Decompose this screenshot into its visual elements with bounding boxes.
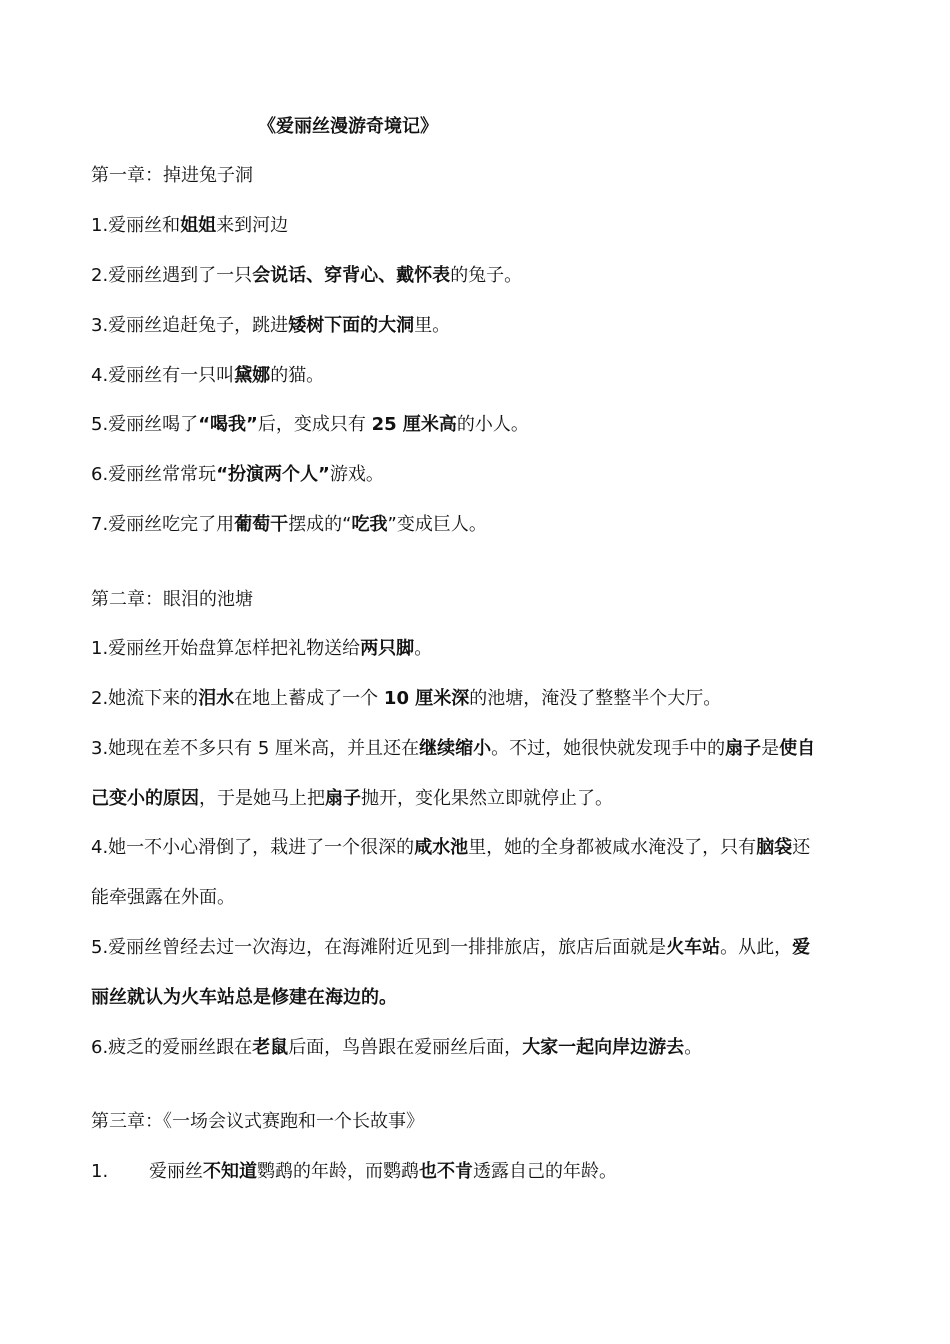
text: 爱丽丝	[149, 1161, 203, 1182]
text: 的池塘，淹没了整整半个大厅。	[469, 688, 722, 709]
bold-text: 不知道	[203, 1161, 257, 1182]
text: 6.疲乏的爱丽丝跟在	[91, 1037, 253, 1058]
bold-text: 也不肯	[419, 1161, 473, 1182]
text: 是	[761, 738, 780, 759]
bold-text: 爱	[792, 937, 811, 958]
text: ”变成巨人。	[387, 514, 487, 535]
chapter-1-heading: 第一章：掉进兔子洞	[91, 165, 253, 186]
text: 抛开，变化果然立即就停止了。	[361, 788, 613, 809]
bold-text: 咸水池	[414, 837, 469, 858]
list-text	[149, 1158, 617, 1186]
ch2-item-6	[91, 1034, 702, 1062]
text: 的小人。	[456, 414, 529, 435]
text: 。从此，	[720, 937, 793, 958]
bold-text: 老鼠	[252, 1037, 289, 1058]
text: 后面，鸟兽跟在爱丽丝后面，	[288, 1037, 523, 1058]
chapter-3-heading: 第三章：《一场会议式赛跑和一个长故事》	[91, 1111, 424, 1132]
text: 1.爱丽丝和	[91, 215, 181, 236]
ch2-item-4-line-2: 能牵强露在外面。	[91, 887, 235, 908]
ch1-item-3	[91, 312, 450, 340]
bold-text: 吃我	[351, 514, 388, 535]
text: 还	[792, 837, 811, 858]
bold-text: 25 厘米高	[371, 414, 457, 435]
bold-text: 继续缩小	[419, 738, 492, 759]
bold-text: 使自	[779, 738, 816, 759]
bold-text: 两只脚	[360, 638, 415, 659]
text: 2.爱丽丝遇到了一只	[91, 265, 253, 286]
bold-text: 大家一起向岸边游去	[522, 1037, 685, 1058]
ch2-item-5-line-1	[91, 934, 810, 962]
bold-text: 扇子	[325, 788, 361, 809]
ch1-item-5	[91, 411, 529, 439]
bold-text: 脑袋	[756, 837, 793, 858]
bold-text: “喝我”	[198, 414, 258, 435]
bold-text: “扮演两个人”	[216, 464, 330, 485]
ch1-item-2	[91, 262, 522, 290]
ch1-item-6	[91, 461, 384, 489]
text: 。	[684, 1037, 703, 1058]
text: 透露自己的年龄。	[473, 1161, 617, 1182]
bold-text: 火车站	[666, 937, 721, 958]
text: 6.爱丽丝常常玩	[91, 464, 217, 485]
bold-text: 葡萄干	[234, 514, 289, 535]
text: 1.爱丽丝开始盘算怎样把礼物送给	[91, 638, 361, 659]
bold-text: 10 厘米深	[383, 688, 470, 709]
text: 4.爱丽丝有一只叫	[91, 365, 235, 386]
text: 摆成的“	[288, 514, 352, 535]
list-number: 1.	[91, 1161, 109, 1182]
bold-text: 会说话、穿背心、戴怀表	[252, 265, 451, 286]
text: 3.爱丽丝追赶兔子，跳进	[91, 315, 289, 336]
text: 游戏。	[329, 464, 384, 485]
text: 7.爱丽丝吃完了用	[91, 514, 235, 535]
ch2-item-3-line-2	[91, 785, 613, 813]
text: 5.爱丽丝曾经去过一次海边，在海滩附近见到一排排旅店，旅店后面就是	[91, 937, 667, 958]
text: 后，变成只有	[257, 414, 372, 435]
text: 4.她一不小心滑倒了，栽进了一个很深的	[91, 837, 415, 858]
text: 。不过，她很快就发现手中的	[491, 738, 726, 759]
bold-text: 姐姐	[180, 215, 217, 236]
text: 的兔子。	[450, 265, 523, 286]
bold-text: 黛娜	[234, 365, 271, 386]
bold-text: 泪水	[198, 688, 235, 709]
text: 5.爱丽丝喝了	[91, 414, 199, 435]
text: 在地上蓄成了一个	[234, 688, 384, 709]
chapter-2-heading: 第二章：眼泪的池塘	[91, 589, 253, 610]
text: 的猫。	[270, 365, 325, 386]
bold-text: 矮树下面的大洞	[288, 315, 415, 336]
text: 里，她的全身都被咸水淹没了，只有	[468, 837, 757, 858]
ch2-item-2	[91, 685, 721, 713]
text: 鹦鹉的年龄，而鹦鹉	[257, 1161, 419, 1182]
bold-text: 扇子	[725, 738, 762, 759]
ch2-item-1	[91, 635, 432, 663]
ch2-item-4-line-1	[91, 834, 810, 862]
ch2-item-3-line-1	[91, 735, 815, 763]
bold-text: 丽丝就认为火车站总是修建在海边的。	[91, 987, 397, 1008]
text: 。	[414, 638, 433, 659]
text: 来到河边	[216, 215, 289, 236]
text: ，于是她马上把	[199, 788, 325, 809]
text: 3.她现在差不多只有 5 厘米高，并且还在	[91, 738, 420, 759]
text: 2.她流下来的	[91, 688, 199, 709]
ch2-item-5-line-2	[91, 984, 397, 1012]
ch1-item-7	[91, 511, 487, 539]
document-title: 《爱丽丝漫游奇境记》	[258, 116, 438, 137]
bold-text: 己变小的原因	[91, 788, 199, 809]
ch1-item-1	[91, 212, 288, 240]
ch1-item-4	[91, 362, 324, 390]
text: 里。	[414, 315, 451, 336]
